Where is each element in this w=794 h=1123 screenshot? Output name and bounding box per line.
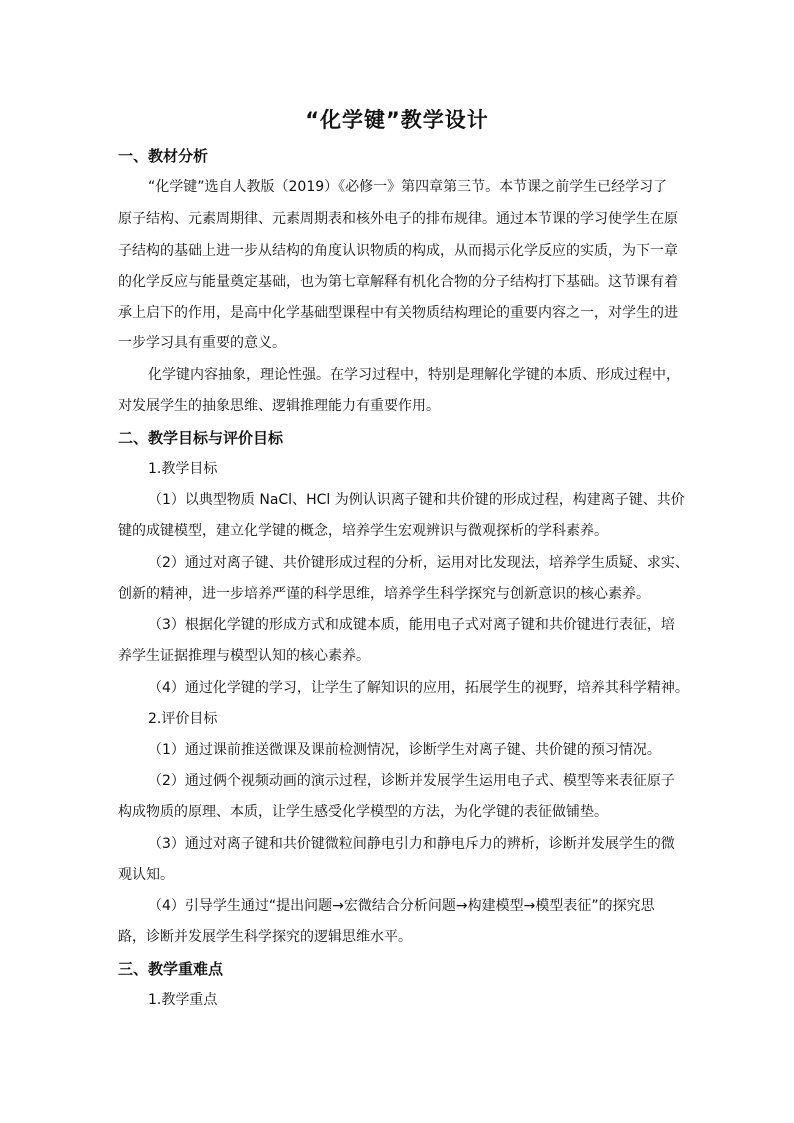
eval-line: 观认知。 [118,867,174,883]
section-heading-analysis: 一、教材分析 [118,147,209,165]
text-line: 对发展学生的抽象思维、逻辑推理能力有重要作用。 [118,398,440,414]
text-line: 承上启下的作用，是高中化学基础型课程中有关物质结构理论的重要内容之一，对学生的进 [118,305,678,321]
eval-line: （4）引导学生通过“提出问题→宏微结合分析问题→构建模型→模型表征”的探究思 [148,898,655,914]
subheading-evaluation-goals: 2.评价目标 [148,711,218,727]
goal-line: 养学生证据推理与模型认知的核心素养。 [118,648,370,664]
goal-line: （4）通过化学键的学习，让学生了解知识的应用，拓展学生的视野，培养其科学精神。 [148,680,689,696]
text-line: 原子结构、元素周期律、元素周期表和核外电子的排布规律。通过本节课的学习使学生在原 [118,211,678,227]
goal-line: （1）以典型物质 NaCl、HCl 为例认识离子键和共价键的形成过程，构建离子键、共价 [148,492,685,508]
goal-line: 创新的精神，进一步培养严谨的科学思维，培养学生科学探究与创新意识的核心素养。 [118,586,650,602]
eval-line: 路，诊断并发展学生科学探究的逻辑思维水平。 [118,929,412,945]
text-line: 的化学反应与能量奠定基础，也为第七章解释有机化合物的分子结构打下基础。这节课有着 [118,274,678,290]
eval-line: （1）通过课前推送微课及课前检测情况，诊断学生对离子键、共价键的预习情况。 [148,742,661,758]
section-heading-key-points: 三、教学重难点 [118,960,224,978]
goal-line: 键的成键模型，建立化学键的概念，培养学生宏观辨识与微观探析的学科素养。 [118,523,608,539]
eval-line: （3）通过对离子键和共价键微粒间静电引力和静电斥力的辨析，诊断并发展学生的微 [148,836,675,852]
goal-line: （3）根据化学键的形成方式和成键本质，能用电子式对离子键和共价键进行表征，培 [148,617,675,633]
text-line: 一步学习具有重要的意义。 [118,335,286,351]
section-heading-goals: 二、教学目标与评价目标 [118,429,284,447]
goal-line: （2）通过对离子键、共价键形成过程的分析，运用对比发现法，培养学生质疑、求实、 [148,555,689,571]
eval-line: 构成物质的原理、本质，让学生感受化学模型的方法，为化学键的表征做铺垫。 [118,804,608,820]
text-line: “化学键”选自人教版（2019）《必修一》第四章第三节。本节课之前学生已经学习了 [148,179,668,195]
subheading-teaching-goals: 1.教学目标 [148,461,218,477]
page-title: “化学键”教学设计 [305,108,489,132]
text-line: 子结构的基础上进一步从结构的角度认识物质的构成，从而揭示化学反应的实质，为下一章 [118,243,678,259]
text-line: 化学键内容抽象，理论性强。在学习过程中，特别是理解化学键的本质、形成过程中， [148,367,680,383]
subheading-key-point: 1.教学重点 [148,992,218,1008]
eval-line: （2）通过俩个视频动画的演示过程，诊断并发展学生运用电子式、模型等来表征原子 [148,773,675,789]
